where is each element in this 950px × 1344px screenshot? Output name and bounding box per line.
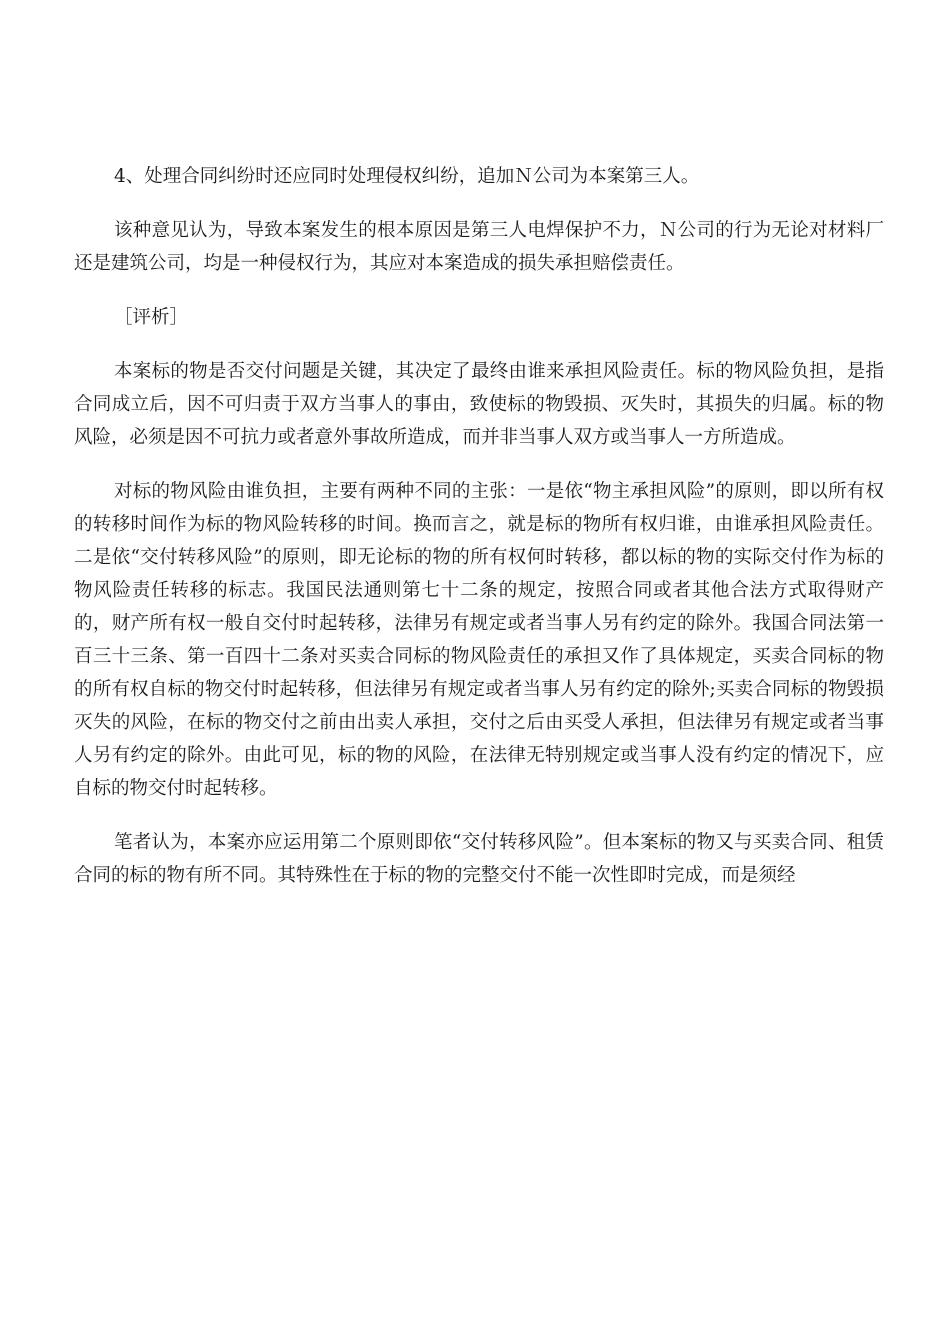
paragraph-opinion: 该种意见认为，导致本案发生的根本原因是第三人电焊保护不力，Ｎ公司的行为无论对材料厂还是建筑公司，均是一种侵权行为，其应对本案造成的损失承担赔偿责任。: [74, 220, 884, 274]
section-heading-analysis: ［评析］: [114, 307, 189, 328]
paragraph-analysis-2: 对标的物风险由谁负担，主要有两种不同的主张：一是依“物主承担风险”的原则，即以所有权的转移时间作为标的物风险转移的时间。换而言之，就是标的物所有权归谁，由谁承担风险责任。二是依“交付转移风险”的原则，即无论标的物的所有权何时转移，都以标的物的实际交付作为标的物风险责任转移的标志。我国民法通则第七十二条的规定，按照合同或者其他合法方式取得财产的，财产所有权一般自交付时起转移，法律另有规定或者当事人另有约定的除外。我国合同法第一百三十三条、第一百四十二条对买卖合同标的物风险责任的承担又作了具体规定，买卖合同标的物的所有权自标的物交付时起转移，但法律另有规定或者当事人另有约定的除外;买卖合同标的物毁损灭失的风险，在标的物交付之前由出卖人承担，交付之后由买受人承担，但法律另有规定或者当事人另有约定的除外。由此可见，标的物的风险，在法律无特别规定或当事人没有约定的情况下，应自标的物交付时起转移。: [74, 481, 884, 799]
document-page: [74, 160, 884, 913]
paragraph-analysis-1: 本案标的物是否交付问题是关键，其决定了最终由谁来承担风险责任。标的物风险负担，是指合同成立后，因不可归责于双方当事人的事由，致使标的物毁损、灭失时，其损失的归属。标的物风险，必须是因不可抗力或者意外事故所造成，而并非当事人双方或当事人一方所造成。: [74, 361, 884, 448]
paragraph-author-view: 笔者认为，本案亦应运用第二个原则即依“交付转移风险”。但本案标的物又与买卖合同、租赁合同的标的物有所不同。其特殊性在于标的物的完整交付不能一次性即时完成，而是须经: [74, 832, 884, 886]
paragraph-item-4: 4、处理合同纠纷时还应同时处理侵权纠纷，追加Ｎ公司为本案第三人。: [114, 166, 700, 187]
